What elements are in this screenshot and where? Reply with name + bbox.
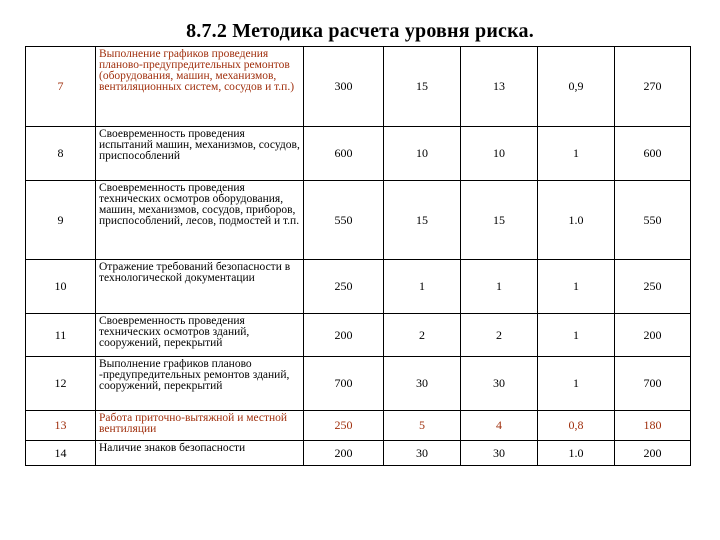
- row-description: Выполнение графиков планово -предупредительных ремонтов зданий, сооружений, перекрытий: [96, 357, 304, 411]
- row-number: 13: [26, 411, 96, 441]
- value-cell: 30: [384, 357, 461, 411]
- value-cell: 10: [384, 127, 461, 181]
- value-cell: 300: [304, 47, 384, 127]
- value-cell: 10: [461, 127, 538, 181]
- row-number: 11: [26, 314, 96, 357]
- value-cell: 550: [304, 181, 384, 260]
- row-description: Своевременность проведения испытаний машин, механизмов, сосудов, приспособлений: [96, 127, 304, 181]
- value-cell: 2: [384, 314, 461, 357]
- value-cell: 200: [615, 441, 691, 466]
- value-cell: 4: [461, 411, 538, 441]
- value-cell: 1.0: [538, 181, 615, 260]
- risk-table: [25, 46, 691, 466]
- value-cell: 200: [304, 441, 384, 466]
- value-cell: 1: [538, 260, 615, 314]
- value-cell: 700: [304, 357, 384, 411]
- value-cell: 250: [304, 260, 384, 314]
- value-cell: 0,8: [538, 411, 615, 441]
- row-number: 8: [26, 127, 96, 181]
- row-number: 9: [26, 181, 96, 260]
- table-row: [26, 357, 691, 411]
- row-description: Своевременность проведения технических осмотров оборудования, машин, механизмов, сосудов, приборов, приспособлений, лесов, подмостей и т.п.: [96, 181, 304, 260]
- value-cell: 30: [384, 441, 461, 466]
- table-row: [26, 260, 691, 314]
- value-cell: 1.0: [538, 441, 615, 466]
- row-description: Своевременность проведения технических осмотров зданий, сооружений, перекрытий: [96, 314, 304, 357]
- value-cell: 700: [615, 357, 691, 411]
- table-row: [26, 441, 691, 466]
- table-row: [26, 127, 691, 181]
- table-row: [26, 181, 691, 260]
- value-cell: 1: [384, 260, 461, 314]
- value-cell: 0,9: [538, 47, 615, 127]
- table-row: [26, 314, 691, 357]
- row-description: Выполнение графиков проведения планово-предупредительных ремонтов (оборудования, машин, механизмов, вентиляционных систем, сосудов и т.п.): [96, 47, 304, 127]
- value-cell: 13: [461, 47, 538, 127]
- value-cell: 600: [304, 127, 384, 181]
- value-cell: 200: [615, 314, 691, 357]
- row-number: 14: [26, 441, 96, 466]
- value-cell: 1: [461, 260, 538, 314]
- value-cell: 1: [538, 314, 615, 357]
- value-cell: 1: [538, 127, 615, 181]
- table-row: [26, 411, 691, 441]
- row-number: 7: [26, 47, 96, 127]
- value-cell: 2: [461, 314, 538, 357]
- value-cell: 5: [384, 411, 461, 441]
- row-number: 12: [26, 357, 96, 411]
- value-cell: 270: [615, 47, 691, 127]
- value-cell: 200: [304, 314, 384, 357]
- value-cell: 250: [615, 260, 691, 314]
- row-description: Отражение требований безопасности в технологической документации: [96, 260, 304, 314]
- value-cell: 15: [461, 181, 538, 260]
- value-cell: 550: [615, 181, 691, 260]
- value-cell: 180: [615, 411, 691, 441]
- row-number: 10: [26, 260, 96, 314]
- page-title: 8.7.2 Методика расчета уровня риска.: [186, 20, 534, 42]
- value-cell: 1: [538, 357, 615, 411]
- value-cell: 250: [304, 411, 384, 441]
- value-cell: 30: [461, 357, 538, 411]
- row-description: Работа приточно-вытяжной и местной вентиляции: [96, 411, 304, 441]
- value-cell: 15: [384, 181, 461, 260]
- value-cell: 15: [384, 47, 461, 127]
- value-cell: 600: [615, 127, 691, 181]
- value-cell: 30: [461, 441, 538, 466]
- table-row: [26, 47, 691, 127]
- row-description: Наличие знаков безопасности: [96, 441, 304, 466]
